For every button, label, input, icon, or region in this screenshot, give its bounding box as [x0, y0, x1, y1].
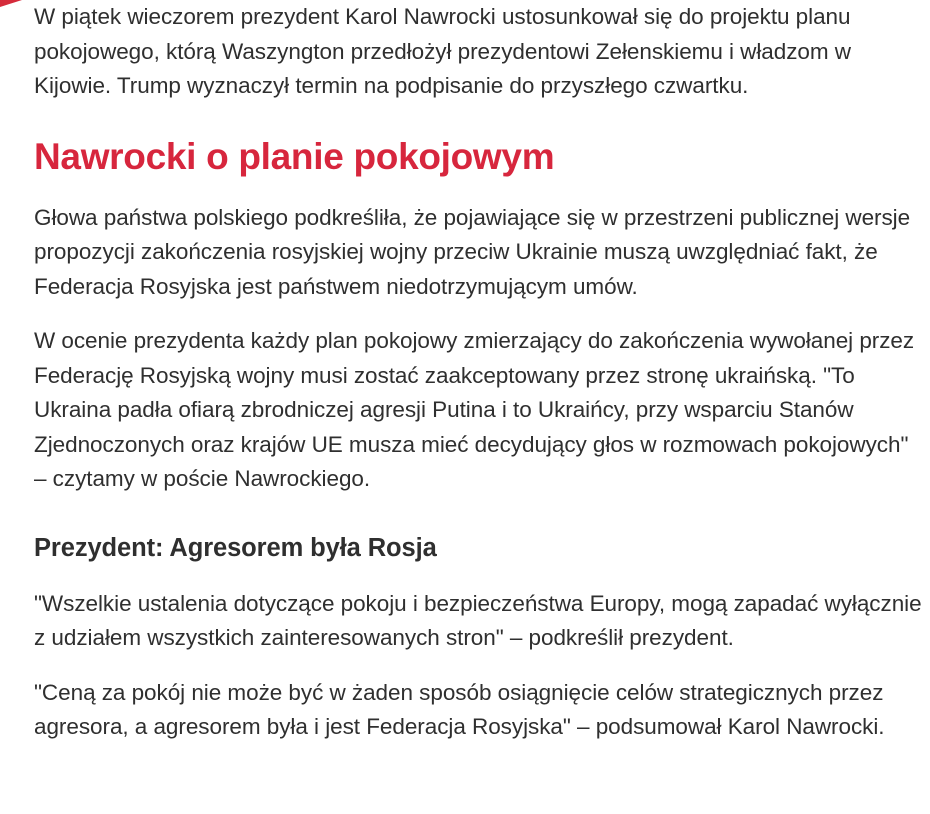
sub-heading: Prezydent: Agresorem była Rosja [34, 533, 437, 562]
section-heading: Nawrocki o planie pokojowym [34, 135, 555, 177]
article-paragraph: W ocenie prezydenta każdy plan pokojowy zmierzający do zakończenia wywołanej przez Federację Rosyjską wojny musi zostać zaakceptowany przez stronę ukraińską. "To Ukraina padła ofiarą zbrodniczej agresji Putina i to Ukraińcy, przy wsparciu Stanów Zjednoczonych oraz krajów UE musza mieć decydujący głos w rozmowach pokojowych" – czytamy w poście Nawrockiego. [34, 328, 915, 491]
corner-accent-decoration [0, 0, 22, 7]
article-body [34, 0, 924, 745]
article-paragraph: "Wszelkie ustalenia dotyczące pokoju i bezpieczeństwa Europy, mogą zapadać wyłącznie z udziałem wszystkich zainteresowanych stron" – podkreślił prezydent. [34, 590, 922, 650]
article-paragraph: "Ceną za pokój nie może być w żaden sposób osiągnięcie celów strategicznych przez agresora, a agresorem była i jest Federacja Rosyjska" – podsumował Karol Nawrocki. [34, 679, 885, 739]
intro-paragraph: W piątek wieczorem prezydent Karol Nawrocki ustosunkował się do projektu planu pokojowego, którą Waszyngton przedłożył prezydentowi Zełenskiemu i władzom w Kijowie. Trump wyznaczył termin na podpisanie do przyszłego czwartku. [34, 4, 851, 98]
article-paragraph: Głowa państwa polskiego podkreśliła, że pojawiające się w przestrzeni publicznej wersje propozycji zakończenia rosyjskiej wojny przeciw Ukrainie muszą uwzględniać fakt, że Federacja Rosyjska jest państwem niedotrzymującym umów. [34, 204, 911, 299]
